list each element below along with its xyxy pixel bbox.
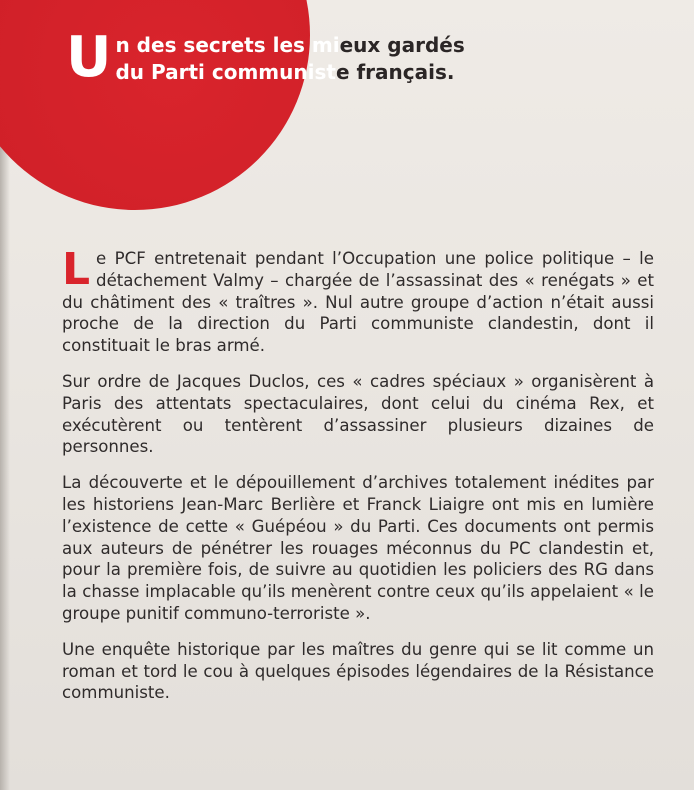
paragraph-3: La découverte et le dépouillement d’archives totalement inédites par les historiens Jean-Marc Berlière et Franck Liaigre ont mis en lumière l’existence de cette « Guépéou » du Parti. Ces documents ont permis aux auteurs de pénétrer les rouages méconnus du PC clandestin et, pour la première fois, de suivre au quotidien les policiers des RG dans la chasse implacable qu’ils menèrent contre ceux qu’ils appelaient « le groupe punitif communo-terroriste ». <box>62 473 654 623</box>
paragraph-1 <box>62 244 654 357</box>
tagline-line-2-white: du Parti communist <box>115 60 336 84</box>
paragraph-1-text: e PCF entretenait pendant l’Occupation une police politique – le détachement Valmy – chargée de l’assassinat des « renégats » et du châtiment des « traîtres ». Nul autre groupe d’action n’était aussi proche de la direction du Parti communiste clandestin, dont il constituait le bras armé. <box>62 249 654 356</box>
tagline-line-1-white: n des secrets les mi <box>115 33 340 57</box>
tagline-line-2 <box>115 59 464 86</box>
blurb <box>62 244 654 718</box>
tagline-lines <box>115 32 464 86</box>
paragraph-2: Sur ordre de Jacques Duclos, ces « cadres spéciaux » organisèrent à Paris des attentats spectaculaires, dont celui du cinéma Rex, et exécutèrent ou tentèrent d’assassiner plusieurs dizaines de personnes. <box>62 371 654 457</box>
paragraph-4: Une enquête historique par les maîtres du genre qui se lit comme un roman et tord le cou à quelques épisodes légendaires de la Résistance communiste. <box>62 639 654 703</box>
tagline-initial: U <box>66 25 112 90</box>
tagline-line-1 <box>115 32 464 59</box>
dropcap-letter: L <box>62 244 91 295</box>
tagline-line-2-dark: e français. <box>335 60 455 84</box>
tagline-line-1-dark: eux gardés <box>339 33 465 57</box>
tagline <box>66 25 626 90</box>
